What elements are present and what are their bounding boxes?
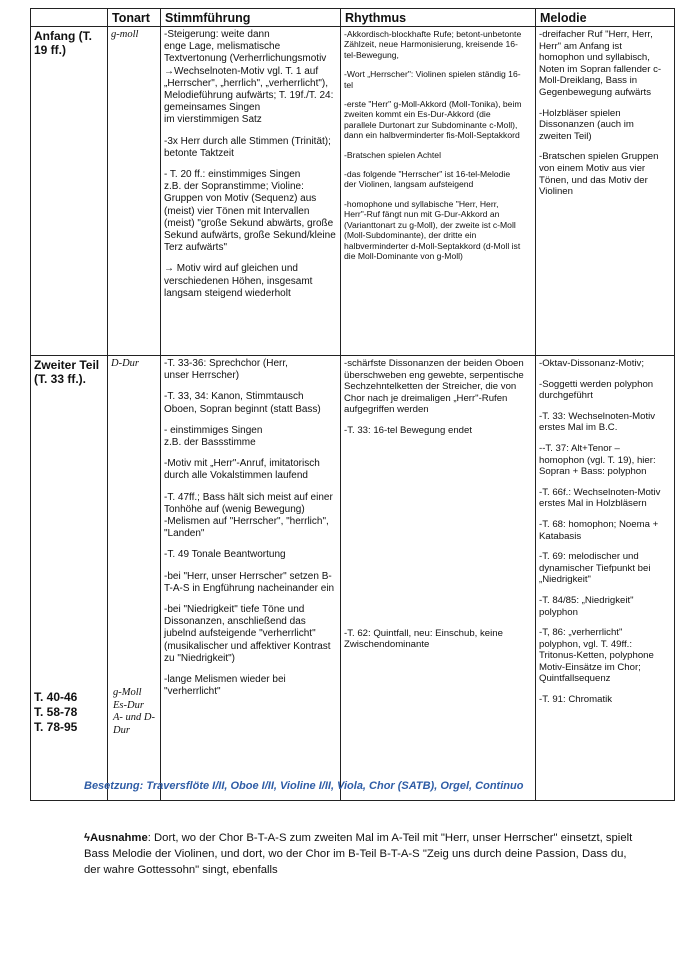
tonart-zweiter-teil: D-Dur	[108, 356, 161, 801]
besetzung-caption: Besetzung: Traversflöte I/II, Oboe I/II, Violine I/II, Viola, Chor (SATB), Orgel, Continuo	[84, 780, 524, 792]
rhythmus-anfang-entry: -Bratschen spielen Achtel	[344, 149, 441, 160]
header-melodie: Melodie	[536, 9, 675, 27]
rhythmus-anfang-entry: -Akkordisch-blockhafte Rufe; betont-unbetonte Zählzeit, neue Harmonisierung, kreisende 16- tel-Bewegung,	[344, 29, 522, 60]
stimm-zweiter-entry: -T. 49 Tonale Beantwortung	[164, 549, 286, 561]
bar-range-labels	[34, 690, 77, 735]
rhythmus-zweiter-teil	[341, 356, 536, 801]
melodie-zweiter-entry: -T. 69: melodischer und dynamischer Tiefpunkt bei „Niedrigkeit"	[539, 551, 651, 586]
tonart-anfang: g-moll	[108, 27, 161, 356]
stimm-zweiter-entry: -Motiv mit „Herr"-Anruf, imitatorisch durch alle Vokalstimmen laufend	[164, 458, 320, 482]
stimm-zweiter-entry: -lange Melismen wieder bei "verherrlicht"	[164, 674, 286, 698]
melodie-anfang-entry: -dreifacher Ruf "Herr, Herr, Herr" am Anfang ist homophon und syllabisch, Noten im Sopran fallender c- Moll-Dreiklang, Bass in Gegenbewegung aufwärts	[539, 29, 662, 98]
lightning-icon: ϟ	[84, 832, 90, 844]
ausnahme-note	[84, 830, 644, 878]
stimm-anfang-entry: -Steigerung: weite dann enge Lage, melismatische Textvertonung (Verherrlichungsmotiv →Wechselnoten-Motiv vgl. T. 1 auf „Herrscher", „herrlich", „verherrlicht"), Melodieführung aufwärts; T. 19f./T. 24: gemeinsames Singen im vierstimmigen Satz	[164, 29, 334, 126]
melodie-zweiter-entry: -Soggetti werden polyphon durchgeführt	[539, 378, 654, 402]
rhythmus-zweiter-entry-late: -T. 62: Quintfall, neu: Einschub, keine Zwischendominante	[344, 627, 503, 651]
stimm-zweiter-entry: - einstimmiges Singen z.B. der Bassstimme	[164, 424, 263, 449]
melodie-zweiter-entry: -T. 91: Chromatik	[539, 694, 613, 706]
rhythmus-anfang-entry: -Wort „Herrscher": Violinen spielen ständig 16- tel	[344, 69, 521, 90]
rhythmus-zweiter-entry: -T. 33: 16-tel Bewegung endet	[344, 424, 473, 436]
ausnahme-heading: Ausnahme	[89, 832, 148, 844]
rhythmus-anfang	[341, 27, 536, 356]
stimm-anfang-entry: - T. 20 ff.: einstimmiges Singen z.B. der Sopranstimme; Violine: Gruppen von Motiv (Sequenz) aus (meist) vier Tönen mit Intervallen (meist) "große Sekund abwärts, große Sekund aufwärts, große Sekund/kleine Terz aufwärts"	[164, 169, 336, 254]
melodie-zweiter-entry: -T. 66f.: Wechselnoten-Motiv erstes Mal in Holzbläsern	[539, 486, 661, 510]
melodie-zweiter-entry: -T, 86: „verherrlicht" polyphon, vgl. T. 49ff.: Tritonus-Ketten, polyphone Motiv-Einsätze im Chor; Quintfallsequenz	[539, 627, 654, 685]
melodie-zweiter-teil	[536, 356, 675, 801]
rhythmus-anfang-entry: -homophone und syllabische "Herr, Herr, Herr"-Ruf fängt nun mit G-Dur-Akkord an (Varianttonart zu g-Moll), der zweite ist c-Moll (Moll-Subdominante), der dritte ein halbverminderter d-Moll-Septakkord (d-Moll ist die Moll-Dominante von g-Moll)	[344, 198, 521, 261]
stimmfuehrung-anfang	[161, 27, 341, 356]
melodie-anfang	[536, 27, 675, 356]
header-empty	[31, 9, 108, 27]
melodie-anfang-entry: -Holzbläser spielen Dissonanzen (auch im zweiten Teil)	[539, 107, 634, 142]
table-row-anfang	[31, 27, 675, 356]
bar-range-label: T. 58-78	[34, 705, 78, 719]
melodie-zweiter-entry: -T. 33: Wechselnoten-Motiv erstes Mal im B.C.	[539, 410, 656, 434]
melodie-zweiter-entry: --T. 37: Alt+Tenor – homophon (vgl. T. 19), hier: Sopran + Bass: polyphon	[539, 442, 656, 478]
stimm-zweiter-entry: -bei "Niedrigkeit" tiefe Töne und Dissonanzen, anschließend das jubelnd aufsteigende "verherrlicht" (musikalischer und affektiver Kontrast zu "Niedrigkeit")	[164, 604, 331, 664]
ausnahme-text: : Dort, wo der Chor B-T-A-S zum zweiten Mal im A-Teil mit "Herr, unser Herrscher" einsetzt, spielt Bass Melodie der Violinen, und dort, wo der Chor im B-Teil B-T-A-S "Zeig uns durch deine Passion, Dass du, der wahre Gottessohn" singt, ebenfalls	[84, 832, 633, 876]
stimm-zweiter-entry: -bei "Herr, unser Herrscher" setzen B- T-A-S in Engführung nacheinander ein	[164, 570, 335, 594]
bar-range-label: T. 78-95	[34, 720, 78, 734]
stimmfuehrung-zweiter-teil	[161, 356, 341, 801]
stimm-anfang-entry: -3x Herr durch alle Stimmen (Trinität); betonte Taktzeit	[164, 135, 331, 159]
stimm-zweiter-entry: -T. 33-36: Sprechchor (Herr, unser Herrscher)	[164, 358, 288, 382]
header-tonart: Tonart	[108, 9, 161, 27]
header-stimmfuehrung: Stimmführung	[161, 9, 341, 27]
analysis-table	[30, 8, 675, 801]
rhythmus-anfang-entry: -erste "Herr" g-Moll-Akkord (Moll-Tonika), beim zweiten kommt ein Es-Dur-Akkord (die parallele Durtonart zur Subdominante c-Moll), dann ein halbverminderter fis-Moll-Septakkord	[344, 99, 522, 141]
header-row	[31, 9, 675, 27]
stimm-zweiter-entry: -T. 33, 34: Kanon, Stimmtausch Oboen, Sopran beginnt (statt Bass)	[164, 391, 321, 415]
row-label-anfang: Anfang (T. 19 ff.)	[31, 27, 108, 356]
rhythmus-anfang-entry: -das folgende "Herrscher" ist 16-tel-Melodie der Violinen, langsam aufsteigend	[344, 169, 511, 190]
melodie-zweiter-entry: -T. 84/85: „Niedrigkeit" polyphon	[539, 594, 634, 618]
bar-range-tonart: g-Moll Es-Dur A- und D- Dur	[113, 687, 155, 736]
melodie-zweiter-entry: -T. 68: homophon; Noema + Katabasis	[539, 518, 659, 542]
bar-range-label: T. 40-46	[34, 690, 78, 704]
stimm-zweiter-entry: -T. 47ff.; Bass hält sich meist auf einer Tonhöhe auf (wenig Bewegung) -Melismen auf "Herrscher", "herrlich", "Landen"	[164, 491, 333, 540]
rhythmus-zweiter-entry: -schärfste Dissonanzen der beiden Oboen überschweben eng gewebte, serpentische Sechzehntelketten der Streicher, die von Chor nach je dreimaligen „Herr"-Rufen aufgegriffen werden	[344, 358, 524, 416]
stimm-anfang-entry: → Motiv wird auf gleichen und verschiedenen Höhen, insgesamt langsam steigend wiederholt	[164, 263, 313, 299]
header-rhythmus: Rhythmus	[341, 9, 536, 27]
melodie-zweiter-entry: -Oktav-Dissonanz-Motiv;	[539, 358, 645, 369]
row-label-zweiter-teil: Zweiter Teil (T. 33 ff.).	[31, 356, 108, 801]
melodie-anfang-entry: -Bratschen spielen Gruppen von einem Motiv aus vier Tönen, und das Motiv der Violinen	[539, 151, 659, 198]
